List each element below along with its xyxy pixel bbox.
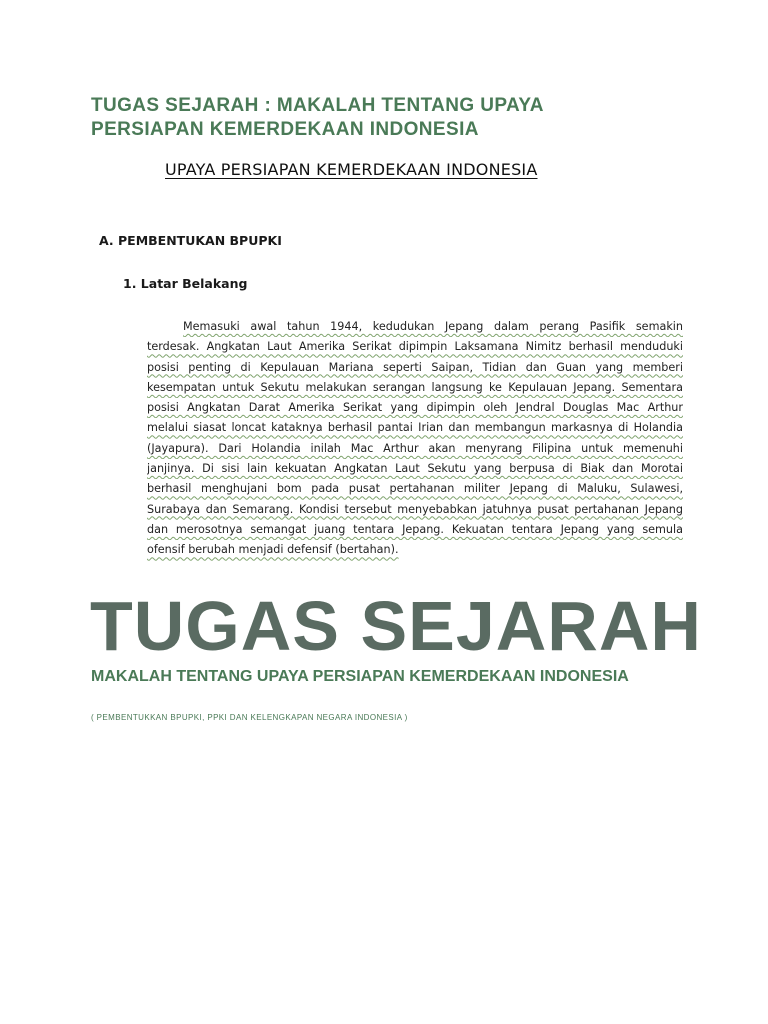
- scan-paragraph: [147, 317, 683, 561]
- cover-title: TUGAS SEJARAH: [90, 587, 702, 665]
- paragraph-line: berhasil menghujani bom pada pusat pertahanan militer Jepang di Maluku, Sulawesi,: [147, 482, 683, 496]
- cover-subtitle: MAKALAH TENTANG UPAYA PERSIAPAN KEMERDEKAAN INDONESIA: [91, 668, 629, 685]
- paragraph-line: melalui siasat loncat kataknya berhasil pantai Irian dan membangun markasnya di Holandia: [147, 421, 683, 435]
- paragraph-line: Surabaya dan Semarang. Kondisi tersebut menyebabkan jatuhnya pusat pertahanan Jepang: [147, 502, 683, 516]
- paragraph-line: kesempatan untuk Sekutu melakukan serangan langsung ke Kepulauan Jepang. Sementara: [147, 380, 683, 394]
- scan-subsection-heading: 1. Latar Belakang: [123, 276, 248, 291]
- paragraph-line: janjinya. Di sisi lain kekuatan Angkatan Laut Sekutu yang berpusa di Biak dan Morotai: [147, 462, 683, 476]
- paragraph-line: terdesak. Angkatan Laut Amerika Serikat dipimpin Laksamana Nimitz berhasil menduduki: [147, 340, 683, 354]
- paragraph-line: posisi Angkatan Darat Amerika Serikat yang dipimpin oleh Jendral Douglas Mac Arthur: [147, 401, 683, 415]
- paragraph-line: posisi penting di Kepulauan Mariana seperti Saipan, Tidian dan Guan yang memberi: [147, 360, 683, 374]
- scan-heading: UPAYA PERSIAPAN KEMERDEKAAN INDONESIA: [165, 160, 538, 179]
- paragraph-line: (Jayapura). Dari Holandia inilah Mac Arthur akan menyrang Filipina untuk memenuhi: [147, 441, 683, 455]
- scan-section-heading: A. PEMBENTUKAN BPUPKI: [99, 233, 282, 248]
- paragraph-line: ofensif berubah menjadi defensif (bertahan).: [147, 543, 399, 557]
- cover-note: ( PEMBENTUKKAN BPUPKI, PPKI DAN KELENGKAPAN NEGARA INDONESIA ): [91, 713, 408, 722]
- paragraph-line: Memasuki awal tahun 1944, kedudukan Jepang dalam perang Pasifik semakin: [183, 320, 683, 333]
- scanned-page-image: [93, 148, 696, 566]
- document-title: TUGAS SEJARAH : MAKALAH TENTANG UPAYA PERSIAPAN KEMERDEKAAN INDONESIA: [91, 95, 544, 140]
- paragraph-line: dan merosotnya semangat juang tentara Jepang. Kekuatan tentara Jepang yang semula: [147, 522, 683, 536]
